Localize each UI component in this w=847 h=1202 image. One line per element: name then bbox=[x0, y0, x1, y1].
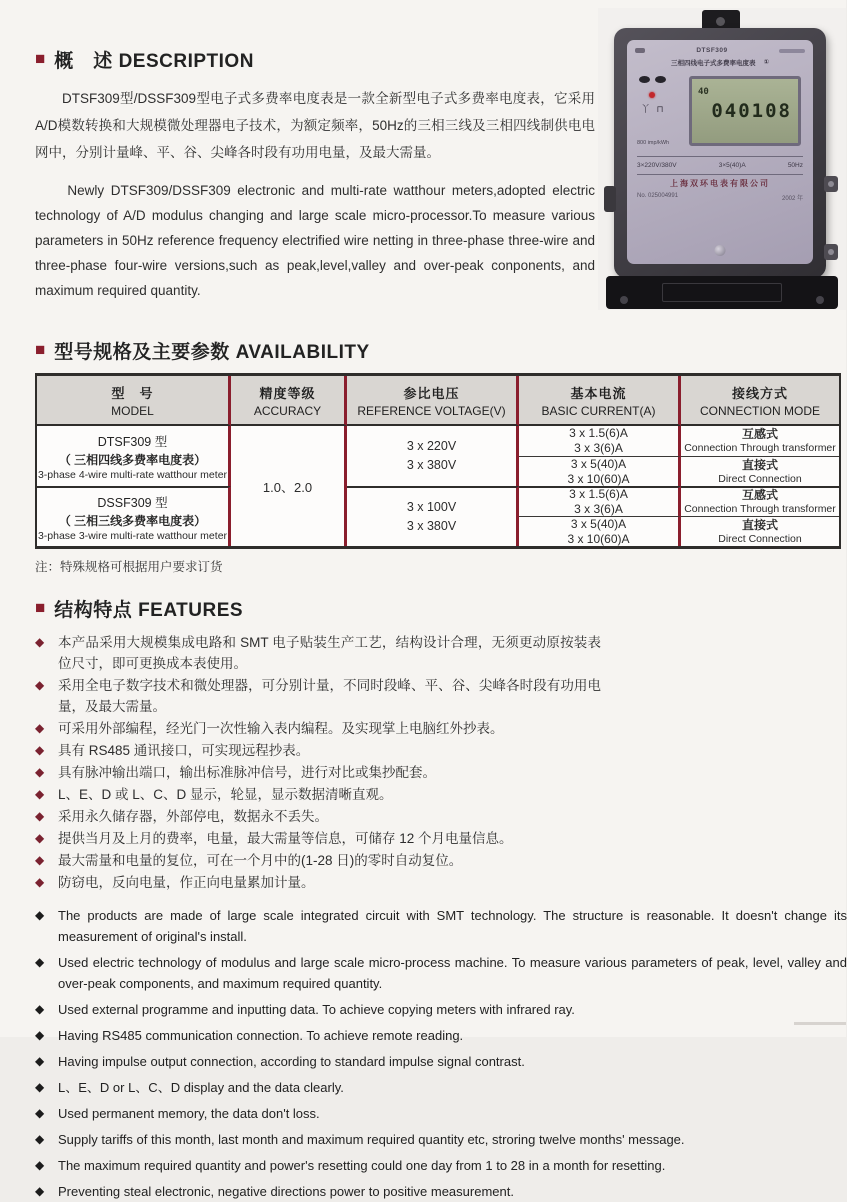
section-square-icon: ■ bbox=[35, 340, 46, 359]
meter-left-seal-tab bbox=[604, 186, 616, 212]
feature-item bbox=[35, 905, 847, 947]
voltage-cell-dssf309: 3 x 100V 3 x 380V bbox=[347, 486, 519, 546]
diamond-icon: ◆ bbox=[35, 1080, 45, 1094]
availability-table bbox=[35, 373, 841, 549]
diamond-icon: ◆ bbox=[35, 853, 45, 867]
description-paragraph-zh: DTSF309型/DSSF309型电子式多费率电度表是一款全新型电子式多费率电度表，它采用A/D模数转换和大规模微处理器电子技术，为额定频率，50Hz的三相三线及三相四线制供电电网中，分别计量峰、平、谷、尖峰各时段有功用电量，及最大需量。 bbox=[35, 91, 595, 160]
features-list-en bbox=[35, 905, 847, 1202]
meter-class-mark: ① bbox=[763, 59, 769, 66]
meter-serial-number: No. 025004991 bbox=[637, 193, 679, 199]
diamond-icon: ◆ bbox=[35, 831, 45, 845]
accuracy-cell: 1.0、2.0 bbox=[231, 426, 347, 546]
col-header-accuracy: 精度等级 ACCURACY bbox=[231, 376, 347, 426]
diamond-icon: ◆ bbox=[35, 809, 45, 823]
meter-led-window-2 bbox=[655, 76, 666, 83]
col-header-voltage: 参比电压 REFERENCE VOLTAGE(V) bbox=[347, 376, 519, 426]
feature-text: L、E、D 或 L、C、D 显示，轮显，显示数据清晰直观。 bbox=[58, 787, 393, 802]
model-cell-dssf309: DSSF309 型 （ 三相三线多费率电度表） 3-phase 3-wire multi-rate watthour meter bbox=[37, 486, 231, 546]
feature-item bbox=[35, 828, 601, 849]
feature-text: Used electric technology of modulus and large scale micro-process machine. To measure various parameters of peak, level, valley and over-peak components, and maximum required quantity. bbox=[58, 955, 847, 991]
section-square-icon: ■ bbox=[35, 49, 46, 68]
feature-item bbox=[35, 1025, 847, 1046]
feature-item bbox=[35, 1077, 847, 1098]
connection-cell: 互感式 Connection Through transformer bbox=[681, 486, 839, 516]
diamond-icon: ◆ bbox=[35, 1002, 45, 1016]
feature-item bbox=[35, 740, 601, 761]
meter-led-window-1 bbox=[639, 76, 650, 83]
feature-text: 具有脉冲输出端口，输出标准脉冲信号，进行对比或集抄配套。 bbox=[58, 765, 436, 780]
meter-pulse-led bbox=[649, 92, 655, 98]
col-header-connection: 接线方式 CONNECTION MODE bbox=[681, 376, 839, 426]
meter-terminal-cover bbox=[606, 276, 838, 309]
section-title-en: FEATURES bbox=[138, 600, 244, 621]
section-title-zh: 型号规格及主要参数 bbox=[54, 342, 230, 363]
section-title bbox=[54, 46, 254, 73]
feature-text: Used permanent memory, the data don't loss. bbox=[58, 1106, 320, 1121]
diamond-icon: ◆ bbox=[35, 908, 45, 922]
feature-item bbox=[35, 762, 601, 783]
feature-text: Supply tariffs of this month, last month and maximum required quantity etc, stroring twelve months' message. bbox=[58, 1132, 685, 1147]
description-paragraph-en: Newly DTSF309/DSSF309 electronic and multi-rate watthour meters,adopted electric technology of A/D modulus changing and large scale micro-processor.To measure various parameters in 50Hz reference frequency electrified wire netting in three-phase three-wire and three-phase four-wire versions,such as peak,level,valley and over-peak conponents, and maximum required quantity. bbox=[35, 183, 595, 298]
meter-body bbox=[614, 28, 826, 278]
connection-cell: 直接式 Direct Connection bbox=[681, 456, 839, 486]
feature-text: Having impulse output connection, according to standard impulse signal contrast. bbox=[58, 1054, 525, 1069]
model-cell-dtsf309: DTSF309 型 （ 三相四线多费率电度表） 3-phase 4-wire multi-rate watthour meter bbox=[37, 426, 231, 486]
connection-cell: 直接式 Direct Connection bbox=[681, 516, 839, 546]
feature-item bbox=[35, 632, 601, 674]
feature-text: The maximum required quantity and power's resetting could one day from 1 to 28 in a month for resetting. bbox=[58, 1158, 666, 1173]
table-footnote: 注：特殊规格可根据用户要求订货 bbox=[35, 560, 223, 574]
feature-text: L、E、D or L、C、D display and the data clearly. bbox=[58, 1080, 344, 1095]
feature-text: Preventing steal electronic, negative directions power to positive measurement. bbox=[58, 1184, 514, 1199]
diamond-icon: ◆ bbox=[35, 743, 45, 757]
diamond-icon: ◆ bbox=[35, 875, 45, 889]
meter-constant-label: 800 imp/kWh bbox=[637, 140, 670, 146]
feature-item bbox=[35, 850, 601, 871]
diamond-icon: ◆ bbox=[35, 1132, 45, 1146]
faceplate-screw bbox=[715, 245, 726, 256]
meter-phase-symbols: 丫 ⊓ bbox=[641, 104, 666, 114]
section-availability bbox=[35, 337, 838, 575]
diamond-icon: ◆ bbox=[35, 1054, 45, 1068]
feature-item bbox=[35, 999, 847, 1020]
meter-model-label: DTSF309 bbox=[696, 47, 728, 54]
feature-text: The products are made of large scale integrated circuit with SMT technology. The structure is reasonable. It doesn't change its measurement of original's install. bbox=[58, 908, 847, 944]
current-cell: 3 x 1.5(6)A 3 x 3(6)A bbox=[519, 426, 681, 456]
section-title bbox=[54, 337, 369, 364]
feature-text: 本产品采用大规模集成电路和 SMT 电子贴装生产工艺，结构设计合理，无须更动原按装表位尺寸，即可更换成本表使用。 bbox=[58, 635, 601, 671]
diamond-icon: ◆ bbox=[35, 765, 45, 779]
feature-item bbox=[35, 1155, 847, 1176]
meter-product-photo bbox=[598, 8, 846, 310]
current-cell: 3 x 5(40)A 3 x 10(60)A bbox=[519, 516, 681, 546]
section-title-zh: 概 述 bbox=[54, 51, 113, 72]
section-features bbox=[35, 595, 847, 1202]
feature-text: 防窃电，反向电量，作正向电量累加计量。 bbox=[58, 875, 315, 890]
diamond-icon: ◆ bbox=[35, 1106, 45, 1120]
meter-faceplate bbox=[627, 40, 813, 264]
section-title-zh: 结构特点 bbox=[54, 600, 133, 621]
voltage-cell-dtsf309: 3 x 220V 3 x 380V bbox=[347, 426, 519, 486]
meter-standard-label bbox=[779, 49, 805, 53]
diamond-icon: ◆ bbox=[35, 787, 45, 801]
meter-frequency-rating: 50Hz bbox=[787, 162, 803, 169]
feature-item bbox=[35, 784, 601, 805]
meter-brand-logo bbox=[635, 48, 645, 53]
faceplate-divider-line bbox=[637, 156, 803, 157]
feature-item bbox=[35, 1103, 847, 1124]
lcd-register-digits: 040108 bbox=[711, 100, 792, 122]
meter-voltage-rating: 3×220V/380V bbox=[637, 162, 677, 169]
feature-text: 提供当月及上月的费率，电量，最大需量等信息，可储存 12 个月电量信息。 bbox=[58, 831, 513, 846]
feature-item bbox=[35, 1051, 847, 1072]
faceplate-divider-line bbox=[637, 174, 803, 175]
diamond-icon: ◆ bbox=[35, 1158, 45, 1172]
meter-right-screw-2 bbox=[824, 244, 838, 260]
section-title-en: AVAILABILITY bbox=[235, 342, 370, 363]
feature-text: 采用永久储存器，外部停电，数据永不丢失。 bbox=[58, 809, 328, 824]
feature-item bbox=[35, 718, 601, 739]
feature-item bbox=[35, 675, 601, 717]
lcd-rate-digits: 40 bbox=[698, 87, 709, 97]
feature-item bbox=[35, 1181, 847, 1202]
meter-name-label: 三相四线电子式多费率电度表 bbox=[670, 60, 756, 67]
page-number-mark bbox=[794, 1022, 846, 1025]
meter-ratings-row bbox=[637, 162, 803, 169]
meter-right-screw-1 bbox=[824, 176, 838, 192]
feature-text: 采用全电子数字技术和微处理器，可分别计量，不同时段峰、平、谷、尖峰各时段有功用电量，及最大需量。 bbox=[58, 678, 601, 714]
current-cell: 3 x 5(40)A 3 x 10(60)A bbox=[519, 456, 681, 486]
diamond-icon: ◆ bbox=[35, 1028, 45, 1042]
section-title bbox=[54, 595, 243, 622]
diamond-icon: ◆ bbox=[35, 955, 45, 969]
meter-lcd-display bbox=[689, 76, 801, 146]
feature-text: Having RS485 communication connection. To achieve remote reading. bbox=[58, 1028, 464, 1043]
diamond-icon: ◆ bbox=[35, 1184, 45, 1198]
feature-item bbox=[35, 1129, 847, 1150]
feature-text: 最大需量和电量的复位，可在一个月中的(1-28 日)的零时自动复位。 bbox=[58, 853, 463, 868]
meter-year-label: 2002 年 bbox=[781, 196, 803, 202]
diamond-icon: ◆ bbox=[35, 635, 45, 649]
availability-heading bbox=[35, 337, 838, 364]
feature-item bbox=[35, 872, 601, 893]
features-list-zh bbox=[35, 632, 601, 893]
meter-current-rating: 3×5(40)A bbox=[718, 162, 746, 169]
diamond-icon: ◆ bbox=[35, 721, 45, 735]
diamond-icon: ◆ bbox=[35, 678, 45, 692]
col-header-current: 基本电流 BASIC CURRENT(A) bbox=[519, 376, 681, 426]
meter-manufacturer-label: 上海双环电表有限公司 bbox=[670, 178, 770, 188]
feature-text: 可采用外部编程，经光门一次性输入表内编程。及实现掌上电脑红外抄表。 bbox=[58, 721, 504, 736]
section-title-en: DESCRIPTION bbox=[118, 51, 254, 72]
features-heading bbox=[35, 595, 838, 622]
feature-item bbox=[35, 806, 601, 827]
col-header-model: 型 号 MODEL bbox=[37, 376, 231, 426]
connection-cell: 互感式 Connection Through transformer bbox=[684, 427, 836, 454]
current-cell: 3 x 1.5(6)A 3 x 3(6)A bbox=[519, 486, 681, 516]
feature-item bbox=[35, 952, 847, 994]
section-square-icon: ■ bbox=[35, 598, 46, 617]
feature-text: 具有 RS485 通讯接口，可实现远程抄表。 bbox=[58, 743, 310, 758]
feature-text: Used external programme and inputting data. To achieve copying meters with infrared ray. bbox=[58, 1002, 575, 1017]
